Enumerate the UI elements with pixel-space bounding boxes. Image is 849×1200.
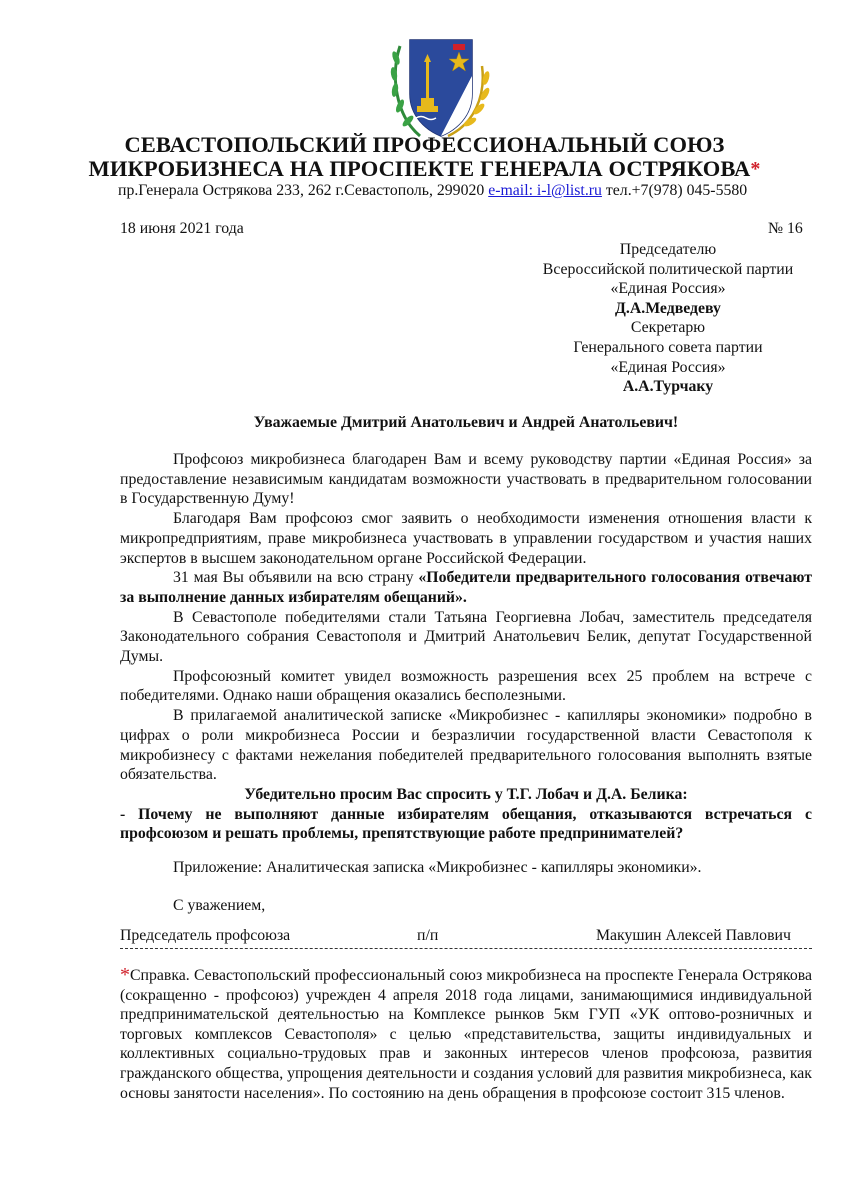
addressee-line: Всероссийской политической партии bbox=[542, 260, 794, 278]
quote-bold: «Победители предварительного голосования отвечают за выполнение данных избирателям обещаний». bbox=[120, 569, 813, 606]
letter-date: 18 июня 2021 года bbox=[120, 220, 244, 237]
addressee-line: Председателю bbox=[619, 241, 717, 258]
closing-regards: С уважением, bbox=[173, 896, 266, 914]
letter-body bbox=[120, 450, 812, 915]
paragraph: В Севастополе победителями стали Татьяна Георгиевна Лобач, заместитель председателя Законодательного собрания Севастополя и Дмитрий Анатольевич Белик, депутат Государственной Думы. bbox=[120, 608, 812, 666]
phone-number: тел.+7(978) 045-5580 bbox=[605, 182, 748, 199]
addressee-line: Секретарю bbox=[630, 319, 706, 337]
addressee-block bbox=[520, 240, 816, 397]
email-link[interactable]: e-mail: i-l@list.ru bbox=[488, 182, 602, 199]
paragraph-text: 31 мая Вы объявили на всю страну bbox=[173, 569, 419, 587]
signature-name: Макушин Алексей Павлович bbox=[596, 927, 791, 944]
footnote-text: Справка. Севастопольский профессиональный союз микробизнеса на проспекте Генерала Острякова (сокращенно - профсоюз) учрежден 4 апреля 2018 года лицами, занимающимися индивидуальной предпринимательской деятельностью на Комплексе рынков 5км ГУП «УК оптово-розничных и торговых комплексов Севастополя» с целью «представительства, защиты индивидуальных и коллективных социально-трудовых прав и законных интересов членов профсоюза, развития гражданского общества, упрощения деятельности и создания условий для развития микробизнеса, как основы занятости населения». По состоянию на день обращения в профсоюзе состоит 315 членов. bbox=[120, 967, 812, 1102]
asterisk-mark: * bbox=[750, 158, 761, 180]
org-name-line1: СЕВАСТОПОЛЬСКИЙ ПРОФЕССИОНАЛЬНЫЙ СОЮЗ bbox=[124, 132, 725, 157]
postal-address: пр.Генерала Острякова 233, 262 г.Севастополь, 299020 bbox=[118, 182, 485, 199]
signature-mark: п/п bbox=[417, 927, 439, 944]
addressee-name: А.А.Турчаку bbox=[622, 378, 714, 396]
addressee-line: Генерального совета партии bbox=[573, 338, 763, 356]
signature-role: Председатель профсоюза bbox=[120, 927, 291, 944]
org-name-line2 bbox=[0, 155, 849, 183]
paragraph: В прилагаемой аналитической записке «Микробизнес - капилляры экономики» подробно в цифрах о роли микробизнеса России и безразличии государственной власти Севастополя к микробизнесу с фактами нежелания победителей предварительного голосования выполнять взятые обязательства. bbox=[120, 707, 812, 784]
paragraph: Профсоюзный комитет увидел возможность разрешения всех 25 проблем на встрече с победителями. Однако наши обращения оказались бесполезными. bbox=[120, 667, 812, 705]
paragraph: Профсоюз микробизнеса благодарен Вам и всему руководству партии «Единая Россия» за предоставление независимым кандидатам возможности участвовать в предварительном голосовании в Государственную Думу! bbox=[120, 451, 812, 508]
footnote bbox=[120, 966, 812, 1103]
salutation: Уважаемые Дмитрий Анатольевич и Андрей Анатольевич! bbox=[253, 414, 679, 431]
org-name-text: МИКРОБИЗНЕСА НА ПРОСПЕКТЕ ГЕНЕРАЛА ОСТРЯКОВА bbox=[88, 156, 751, 181]
contact-line bbox=[118, 182, 818, 200]
paragraph bbox=[120, 568, 812, 607]
addressee-line: «Единая Россия» bbox=[610, 280, 726, 298]
attachment-note: Приложение: Аналитическая записка «Микробизнес - капилляры экономики». bbox=[173, 859, 702, 877]
request-text: - Почему не выполняют данные избирателям обещания, отказываются встречаться с профсоюзом и решать проблемы, препятствующие работе предпринимателей? bbox=[120, 805, 812, 843]
paragraph: Благодаря Вам профсоюз смог заявить о необходимости изменения отношения власти к микропредприятиям, праве микробизнеса участвовать в управлении государством и участия наших экспертов в высшем законодательном органе Российской Федерации. bbox=[120, 510, 812, 567]
divider bbox=[120, 948, 812, 949]
request-title: Убедительно просим Вас спросить у Т.Г. Лобач и Д.А. Белика: bbox=[244, 785, 688, 803]
coat-of-arms-icon bbox=[386, 36, 496, 140]
addressee-name: Д.А.Медведеву bbox=[615, 299, 721, 317]
letter-number: № 16 bbox=[768, 220, 803, 237]
addressee-line: «Единая Россия» bbox=[610, 358, 726, 376]
asterisk-mark: * bbox=[120, 964, 130, 986]
